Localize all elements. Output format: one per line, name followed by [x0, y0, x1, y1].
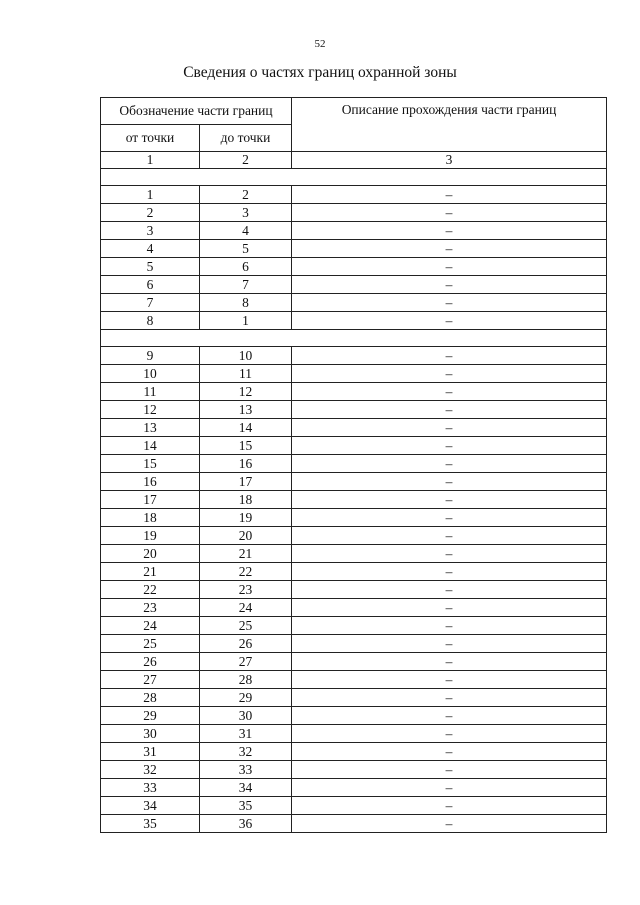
- to-point-cell: 31: [200, 725, 292, 743]
- description-cell: –: [292, 743, 607, 761]
- from-point-cell: 2: [101, 204, 200, 222]
- description-cell: –: [292, 815, 607, 833]
- description-cell: –: [292, 725, 607, 743]
- description-cell: –: [292, 599, 607, 617]
- description-cell: –: [292, 222, 607, 240]
- from-point-cell: 34: [101, 797, 200, 815]
- table-row: [101, 347, 607, 365]
- group-separator-row: [101, 169, 607, 186]
- table-row: [101, 455, 607, 473]
- from-point-cell: 21: [101, 563, 200, 581]
- to-point-cell: 22: [200, 563, 292, 581]
- description-header: Описание прохождения части границ: [292, 98, 607, 152]
- to-point-cell: 23: [200, 581, 292, 599]
- to-point-cell: 27: [200, 653, 292, 671]
- description-cell: –: [292, 473, 607, 491]
- from-point-header: от точки: [101, 125, 200, 152]
- to-point-cell: 20: [200, 527, 292, 545]
- to-point-cell: 18: [200, 491, 292, 509]
- description-cell: –: [292, 491, 607, 509]
- to-point-cell: 35: [200, 797, 292, 815]
- to-point-cell: 12: [200, 383, 292, 401]
- table-row: [101, 797, 607, 815]
- from-point-cell: 3: [101, 222, 200, 240]
- from-point-cell: 19: [101, 527, 200, 545]
- table-row: [101, 653, 607, 671]
- column-number-2: 2: [200, 152, 292, 169]
- description-cell: –: [292, 527, 607, 545]
- to-point-cell: 6: [200, 258, 292, 276]
- description-cell: –: [292, 581, 607, 599]
- to-point-cell: 2: [200, 186, 292, 204]
- description-cell: –: [292, 779, 607, 797]
- description-cell: –: [292, 635, 607, 653]
- to-point-cell: 7: [200, 276, 292, 294]
- description-cell: –: [292, 258, 607, 276]
- group-separator-row: [101, 330, 607, 347]
- description-cell: –: [292, 617, 607, 635]
- to-point-cell: 32: [200, 743, 292, 761]
- from-point-cell: 33: [101, 779, 200, 797]
- from-point-cell: 16: [101, 473, 200, 491]
- table-row: [101, 743, 607, 761]
- column-number-1: 1: [101, 152, 200, 169]
- designation-header: Обозначение части границ: [101, 98, 292, 125]
- table-row: [101, 671, 607, 689]
- from-point-cell: 8: [101, 312, 200, 330]
- to-point-cell: 21: [200, 545, 292, 563]
- table-row: [101, 473, 607, 491]
- from-point-cell: 12: [101, 401, 200, 419]
- table-row: [101, 617, 607, 635]
- to-point-cell: 36: [200, 815, 292, 833]
- description-cell: –: [292, 671, 607, 689]
- description-cell: –: [292, 797, 607, 815]
- description-cell: –: [292, 419, 607, 437]
- description-cell: –: [292, 347, 607, 365]
- to-point-cell: 10: [200, 347, 292, 365]
- to-point-cell: 28: [200, 671, 292, 689]
- from-point-cell: 23: [101, 599, 200, 617]
- page-number: 52: [314, 38, 326, 50]
- to-point-cell: 17: [200, 473, 292, 491]
- description-cell: –: [292, 509, 607, 527]
- from-point-cell: 4: [101, 240, 200, 258]
- table-row: [101, 779, 607, 797]
- table-row: [101, 527, 607, 545]
- from-point-cell: 30: [101, 725, 200, 743]
- document-title: Сведения о частях границ охранной зоны: [183, 64, 457, 81]
- table-row: [101, 635, 607, 653]
- description-cell: –: [292, 653, 607, 671]
- table-row: [101, 294, 607, 312]
- table-row: [101, 186, 607, 204]
- to-point-header: до точки: [200, 125, 292, 152]
- from-point-cell: 25: [101, 635, 200, 653]
- to-point-cell: 1: [200, 312, 292, 330]
- table-row: [101, 204, 607, 222]
- description-cell: –: [292, 545, 607, 563]
- description-cell: –: [292, 707, 607, 725]
- table-row: [101, 383, 607, 401]
- table-row: [101, 707, 607, 725]
- table-row: [101, 725, 607, 743]
- table-row: [101, 689, 607, 707]
- to-point-cell: 8: [200, 294, 292, 312]
- from-point-cell: 13: [101, 419, 200, 437]
- from-point-cell: 26: [101, 653, 200, 671]
- to-point-cell: 4: [200, 222, 292, 240]
- from-point-cell: 11: [101, 383, 200, 401]
- from-point-cell: 24: [101, 617, 200, 635]
- description-cell: –: [292, 761, 607, 779]
- table-row: [101, 276, 607, 294]
- from-point-cell: 20: [101, 545, 200, 563]
- group-separator-cell: [101, 330, 607, 347]
- column-number-row: [101, 152, 607, 169]
- group-separator-cell: [101, 169, 607, 186]
- table-row: [101, 312, 607, 330]
- table-body: [101, 98, 607, 833]
- to-point-cell: 24: [200, 599, 292, 617]
- from-point-cell: 7: [101, 294, 200, 312]
- table-row: [101, 419, 607, 437]
- description-cell: –: [292, 186, 607, 204]
- from-point-cell: 14: [101, 437, 200, 455]
- from-point-cell: 6: [101, 276, 200, 294]
- description-cell: –: [292, 455, 607, 473]
- to-point-cell: 5: [200, 240, 292, 258]
- column-number-3: 3: [292, 152, 607, 169]
- to-point-cell: 3: [200, 204, 292, 222]
- table-row: [101, 437, 607, 455]
- table-row: [101, 599, 607, 617]
- from-point-cell: 35: [101, 815, 200, 833]
- to-point-cell: 16: [200, 455, 292, 473]
- from-point-cell: 22: [101, 581, 200, 599]
- table-row: [101, 761, 607, 779]
- table-row: [101, 509, 607, 527]
- boundary-parts-table: [100, 97, 607, 833]
- to-point-cell: 13: [200, 401, 292, 419]
- description-cell: –: [292, 276, 607, 294]
- description-cell: –: [292, 312, 607, 330]
- description-cell: –: [292, 365, 607, 383]
- table-row: [101, 222, 607, 240]
- to-point-cell: 30: [200, 707, 292, 725]
- table-row: [101, 815, 607, 833]
- from-point-cell: 29: [101, 707, 200, 725]
- from-point-cell: 32: [101, 761, 200, 779]
- from-point-cell: 15: [101, 455, 200, 473]
- header-row: [101, 98, 607, 125]
- table-row: [101, 401, 607, 419]
- from-point-cell: 1: [101, 186, 200, 204]
- to-point-cell: 19: [200, 509, 292, 527]
- to-point-cell: 29: [200, 689, 292, 707]
- table-row: [101, 491, 607, 509]
- description-cell: –: [292, 563, 607, 581]
- table-row: [101, 563, 607, 581]
- description-cell: –: [292, 294, 607, 312]
- from-point-cell: 28: [101, 689, 200, 707]
- description-cell: –: [292, 240, 607, 258]
- to-point-cell: 14: [200, 419, 292, 437]
- description-cell: –: [292, 437, 607, 455]
- table-row: [101, 258, 607, 276]
- from-point-cell: 5: [101, 258, 200, 276]
- table-row: [101, 240, 607, 258]
- description-cell: –: [292, 401, 607, 419]
- table-row: [101, 545, 607, 563]
- from-point-cell: 17: [101, 491, 200, 509]
- to-point-cell: 11: [200, 365, 292, 383]
- to-point-cell: 15: [200, 437, 292, 455]
- to-point-cell: 26: [200, 635, 292, 653]
- from-point-cell: 31: [101, 743, 200, 761]
- description-cell: –: [292, 689, 607, 707]
- from-point-cell: 9: [101, 347, 200, 365]
- from-point-cell: 27: [101, 671, 200, 689]
- description-cell: –: [292, 204, 607, 222]
- to-point-cell: 25: [200, 617, 292, 635]
- from-point-cell: 10: [101, 365, 200, 383]
- to-point-cell: 34: [200, 779, 292, 797]
- table-row: [101, 581, 607, 599]
- from-point-cell: 18: [101, 509, 200, 527]
- to-point-cell: 33: [200, 761, 292, 779]
- description-cell: –: [292, 383, 607, 401]
- table-row: [101, 365, 607, 383]
